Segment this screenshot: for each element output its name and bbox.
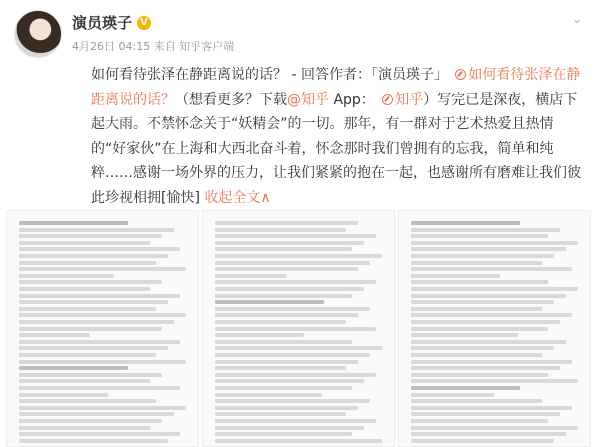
- image-text-line: [19, 393, 108, 397]
- image-text-line: [19, 333, 90, 337]
- image-text-line: [411, 353, 542, 357]
- image-text-line: [215, 228, 346, 232]
- image-text-line: [411, 406, 572, 410]
- username[interactable]: 演员瑛子: [72, 14, 133, 32]
- image-text-line: [215, 346, 382, 350]
- image-text-line: [215, 419, 376, 423]
- image-text-line: [411, 426, 578, 430]
- image-text-line: [411, 373, 548, 377]
- image-text-line: [411, 419, 548, 423]
- image-text-line: [215, 366, 346, 370]
- image-text-line: [215, 267, 358, 271]
- image-text-line: [411, 234, 548, 238]
- image-text-line: [19, 300, 168, 304]
- image-text-line: [19, 247, 180, 251]
- image-text-line: [411, 320, 560, 324]
- image-text-line: [411, 393, 494, 397]
- image-text-line: [19, 439, 168, 443]
- attached-image-1[interactable]: [6, 210, 199, 447]
- image-text-line: [19, 399, 156, 403]
- image-text-line: [19, 360, 186, 364]
- image-text-line: [215, 426, 364, 430]
- chevron-down-icon[interactable]: ⌄: [572, 12, 583, 26]
- emoji: [愉快]: [161, 189, 200, 206]
- post-header: [0, 0, 596, 66]
- more-text: （想看更多？下载: [175, 91, 287, 108]
- image-text-line: [215, 221, 358, 225]
- image-text-line: [215, 439, 382, 443]
- image-text-line: [19, 346, 168, 350]
- image-text-line: [19, 353, 156, 357]
- question-prefix: 如何看待张泽在静距离说的话？ - 回答作者：「演员瑛子」: [91, 67, 448, 83]
- collapse-button[interactable]: 收起全文: [204, 189, 261, 206]
- image-text-line: [19, 294, 180, 298]
- image-text-line: [215, 247, 352, 251]
- image-text-line: [215, 379, 364, 383]
- image-text-line: [411, 340, 566, 344]
- image-text-line: [411, 399, 542, 403]
- image-text-line: [19, 340, 180, 344]
- image-text-line: [215, 373, 376, 377]
- image-text-line: [215, 386, 352, 390]
- image-text-line: [215, 241, 364, 245]
- image-text-line: [411, 254, 554, 258]
- image-text-line: [215, 254, 382, 258]
- image-text-line: [215, 261, 370, 265]
- image-text-line: [19, 419, 162, 423]
- image-text-line: [215, 234, 376, 238]
- image-text-line: [411, 267, 572, 271]
- image-text-line: [215, 287, 364, 291]
- app-text: App：: [333, 91, 375, 108]
- image-text-line: [215, 320, 346, 324]
- image-text-line: [19, 412, 174, 416]
- image-text-line: [215, 300, 324, 304]
- image-text-line: [19, 366, 128, 370]
- image-text-line: [19, 234, 162, 238]
- image-text-line: [19, 280, 162, 284]
- post-meta: 4月26日 04:15 来自 知乎客户端: [72, 40, 235, 53]
- image-text-line: [215, 393, 322, 397]
- image-text-line: [19, 241, 150, 245]
- image-text-line: [19, 228, 174, 232]
- zhihu-link[interactable]: 知乎: [395, 91, 424, 108]
- image-text-line: [411, 274, 500, 278]
- image-text-line: [19, 254, 168, 258]
- image-text-line: [411, 386, 520, 390]
- image-text-line: [19, 287, 150, 291]
- image-text-line: [19, 307, 156, 311]
- image-text-line: [215, 353, 370, 357]
- image-text-line: [215, 274, 286, 278]
- image-text-line: [19, 313, 186, 317]
- image-text-line: [411, 366, 560, 370]
- image-text-line: [19, 379, 150, 383]
- collapse-arrow-icon[interactable]: ∧: [260, 189, 271, 206]
- image-text-line: [215, 313, 358, 317]
- image-text-line: [19, 386, 180, 390]
- post-text: [91, 63, 583, 210]
- image-text-line: [215, 294, 352, 298]
- image-text-line: [411, 287, 578, 291]
- image-text-line: [19, 327, 162, 331]
- image-text-line: [411, 346, 554, 350]
- image-text-line: [19, 432, 180, 436]
- image-text-line: [215, 360, 358, 364]
- image-text-line: [215, 307, 370, 311]
- attached-image-3[interactable]: [398, 210, 591, 447]
- image-text-line: [215, 280, 376, 284]
- image-text-line: [19, 320, 174, 324]
- image-text-line: [19, 373, 162, 377]
- image-text-line: [411, 360, 572, 364]
- image-text-line: [411, 333, 518, 337]
- image-text-line: [411, 379, 578, 383]
- attached-image-2[interactable]: [202, 210, 395, 447]
- image-text-line: [411, 241, 578, 245]
- verified-badge-icon: V: [137, 16, 151, 30]
- image-text-line: [215, 412, 346, 416]
- image-text-line: [411, 307, 542, 311]
- image-text-line: [411, 432, 566, 436]
- avatar[interactable]: [14, 10, 62, 58]
- image-text-line: [19, 426, 150, 430]
- image-text-line: [411, 261, 542, 265]
- image-text-line: [215, 399, 370, 403]
- image-text-line: [215, 333, 304, 337]
- image-gallery: [6, 210, 590, 447]
- image-text-line: [411, 412, 560, 416]
- image-text-line: [215, 406, 358, 410]
- name-row: [72, 12, 151, 33]
- image-text-line: [411, 294, 566, 298]
- image-text-line: [19, 267, 186, 271]
- image-text-line: [411, 439, 554, 443]
- image-text-line: [19, 406, 186, 410]
- image-text-line: [411, 228, 560, 232]
- question-link[interactable]: 如何看待张泽在静距离说的话？: [91, 67, 581, 108]
- image-text-line: [411, 327, 548, 331]
- image-text-line: [215, 327, 376, 331]
- link-icon: [455, 69, 466, 80]
- image-text-line: [411, 247, 566, 251]
- image-text-line: [411, 313, 572, 317]
- link-icon: [382, 94, 393, 105]
- image-text-line: [215, 340, 352, 344]
- image-text-line: [411, 280, 548, 284]
- image-text-line: [215, 432, 352, 436]
- image-text-line: [411, 300, 554, 304]
- image-text-line: [411, 221, 520, 225]
- image-text-line: [19, 274, 114, 278]
- at-zhihu-link[interactable]: @知乎: [287, 91, 329, 108]
- image-text-line: [19, 221, 128, 225]
- post-body: ）写完已是深夜，横店下起大雨。不禁怀念关于“妖精会”的一切。那年，有一群对于艺术热爱且热情的“好家伙”在上海和大西北奋斗着，怀念那时我们曾拥有的忘我，简单和纯粹……感谢一场外界的压力，让我们紧紧的抱在一起，也感谢所有磨难让我们彼此珍视相拥: [91, 91, 581, 206]
- image-text-line: [19, 261, 156, 265]
